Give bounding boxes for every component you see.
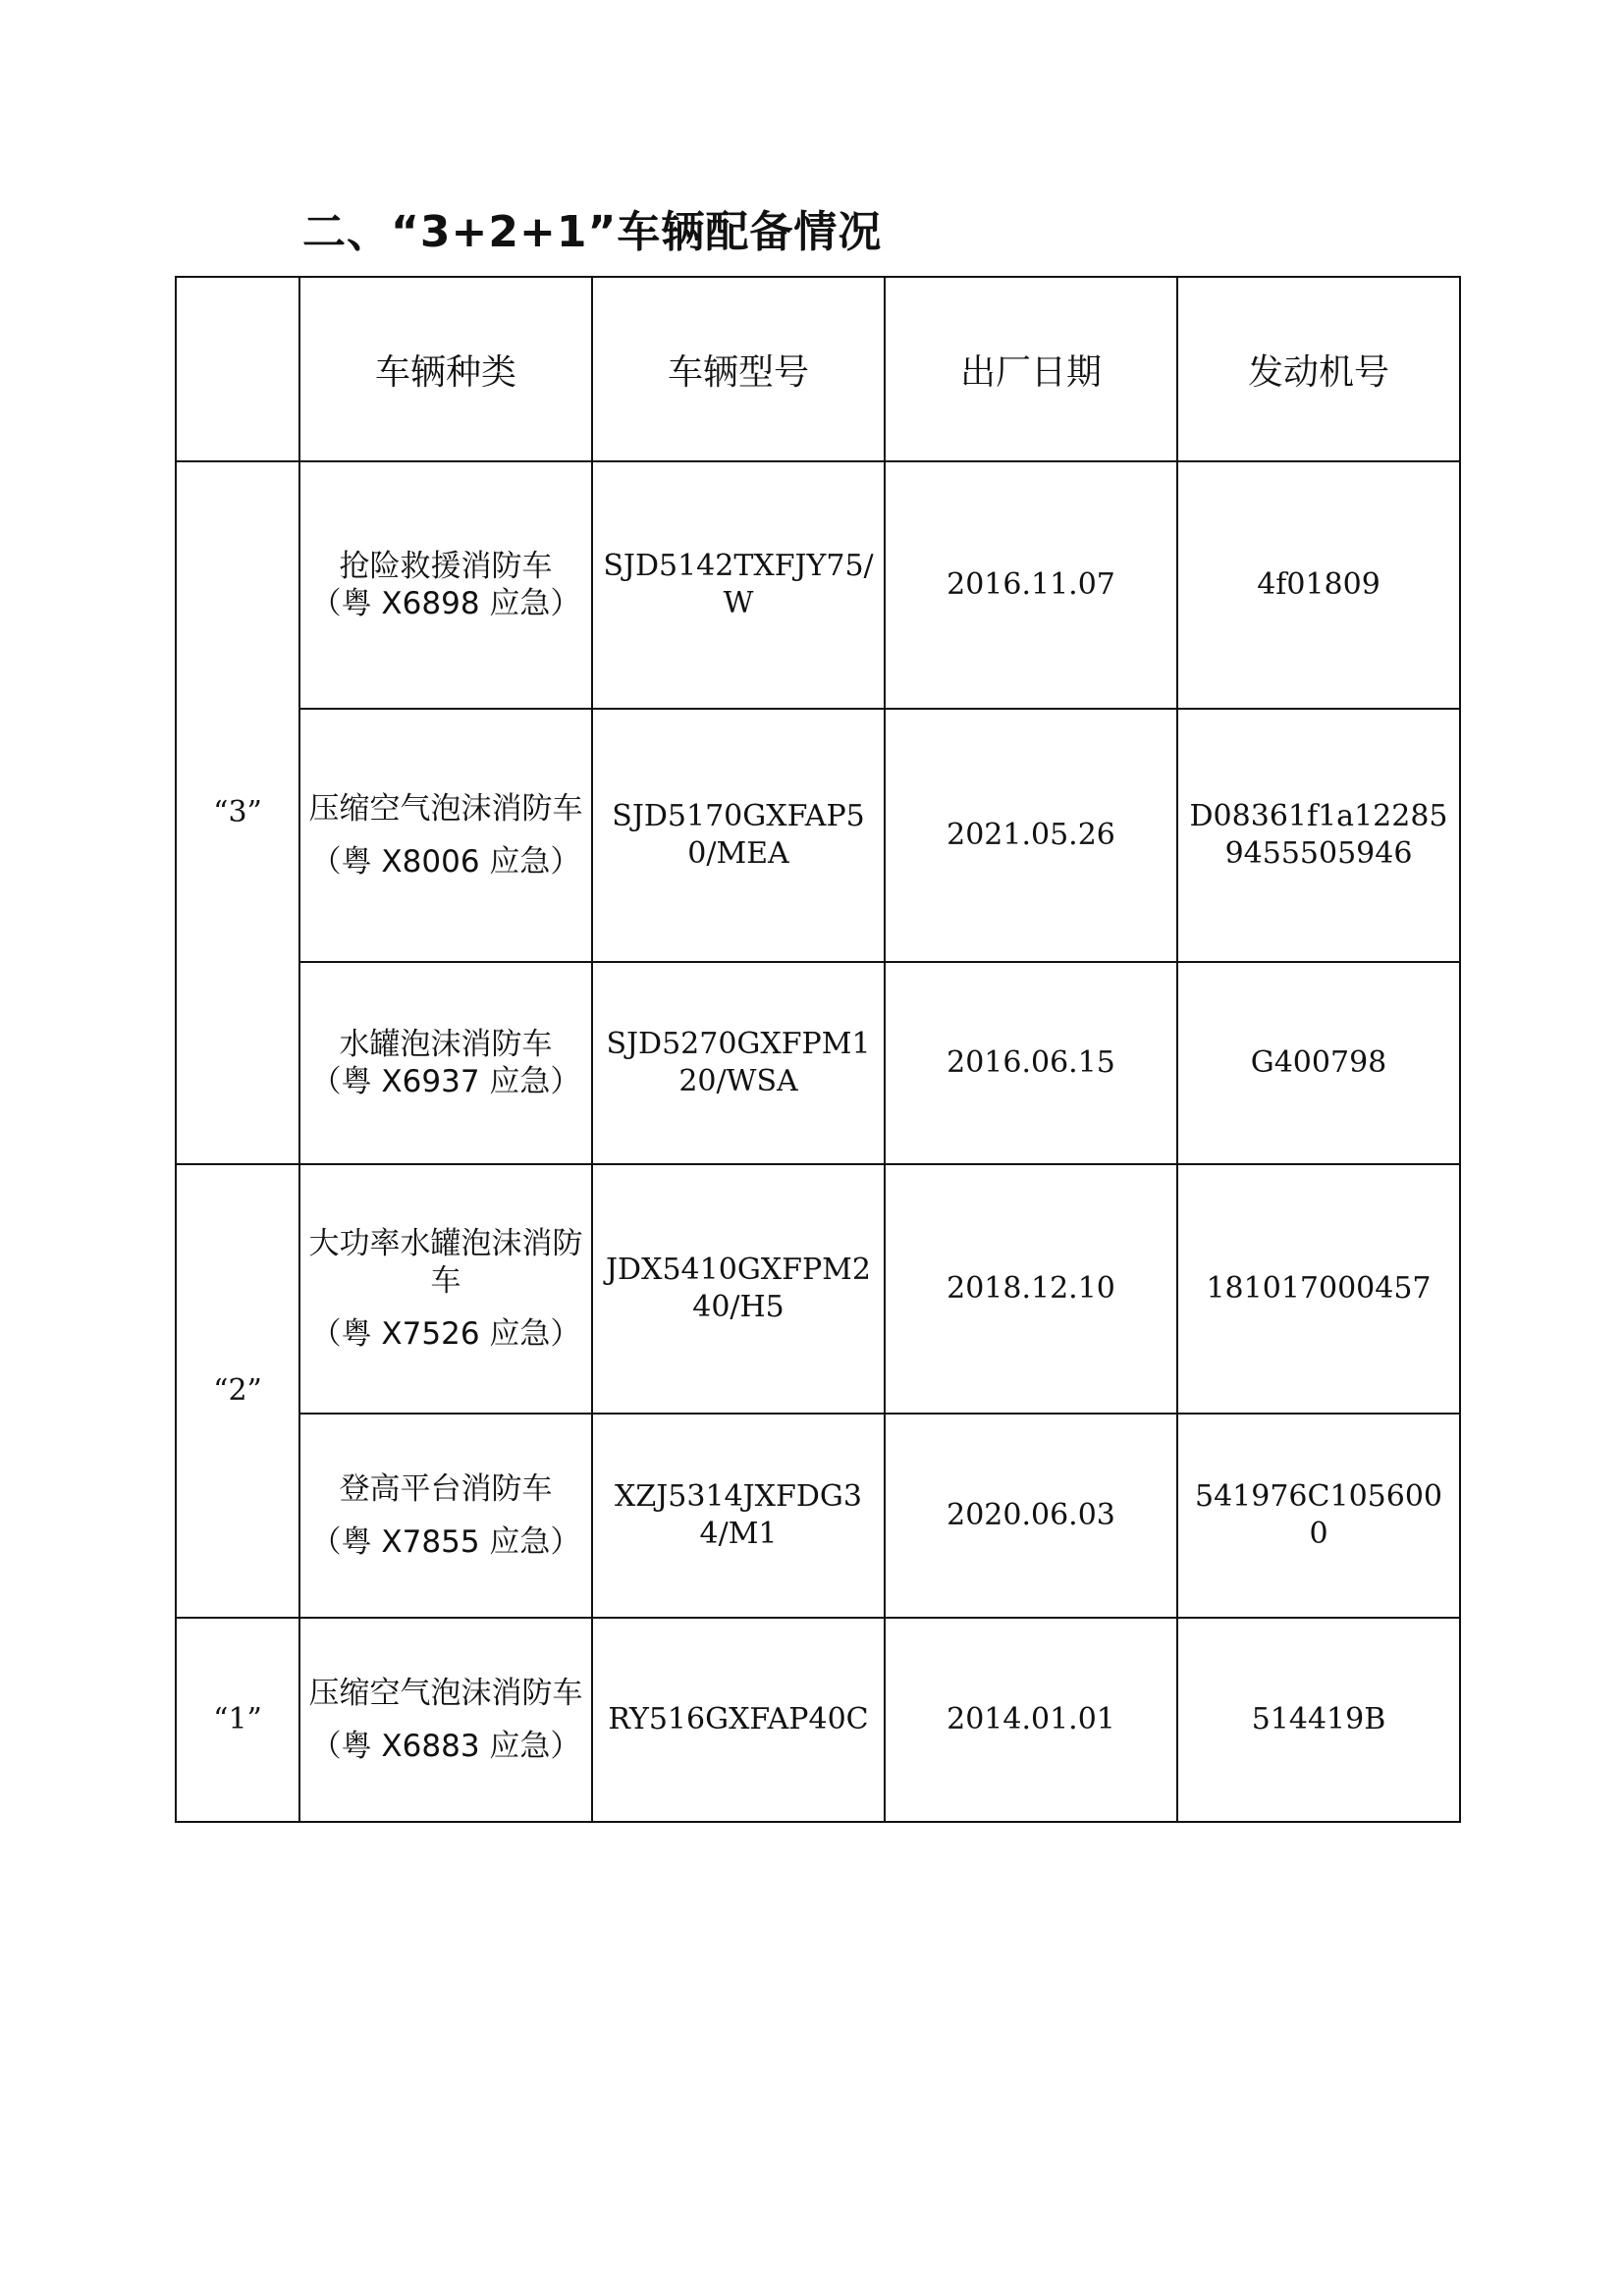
vehicle-type-cell <box>299 962 592 1164</box>
vehicle-type-name: 大功率水罐泡沫消防车 <box>308 1226 583 1299</box>
vehicle-table <box>175 276 1461 1823</box>
engine-number-cell: 514419B <box>1177 1618 1460 1822</box>
vehicle-model-cell: XZJ5314JXFDG34/M1 <box>592 1414 885 1618</box>
header-engine-number: 发动机号 <box>1177 277 1460 461</box>
factory-date-cell: 2020.06.03 <box>885 1414 1177 1618</box>
vehicle-model-cell: SJD5170GXFAP50/MEA <box>592 709 885 962</box>
engine-number-cell: 541976C1056000 <box>1177 1414 1460 1618</box>
vehicle-type-cell <box>299 1164 592 1414</box>
vehicle-plate: （粤 X6937 应急） <box>310 1064 581 1099</box>
vehicle-model-cell: SJD5142TXFJY75/W <box>592 461 885 709</box>
vehicle-plate: （粤 X6883 应急） <box>310 1729 581 1764</box>
vehicle-plate: （粤 X6898 应急） <box>310 586 581 621</box>
vehicle-type-name: 水罐泡沫消防车 <box>339 1027 553 1062</box>
engine-number-cell: G400798 <box>1177 962 1460 1164</box>
table-row <box>176 709 1460 962</box>
vehicle-plate: （粤 X7526 应急） <box>310 1316 581 1352</box>
page-title: 二、“3+2+1”车辆配备情况 <box>302 207 883 257</box>
table-header-row <box>176 277 1460 461</box>
vehicle-type-name: 压缩空气泡沫消防车 <box>308 791 583 827</box>
group-label: “1” <box>176 1618 299 1822</box>
engine-number-cell: 4f01809 <box>1177 461 1460 709</box>
vehicle-type-name: 压缩空气泡沫消防车 <box>308 1676 583 1711</box>
vehicle-type-cell <box>299 461 592 709</box>
table-row <box>176 1414 1460 1618</box>
header-factory-date: 出厂日期 <box>885 277 1177 461</box>
group-label: “2” <box>176 1164 299 1618</box>
table-row <box>176 461 1460 709</box>
vehicle-plate: （粤 X7855 应急） <box>310 1524 581 1560</box>
vehicle-model-cell: RY516GXFAP40C <box>592 1618 885 1822</box>
factory-date-cell: 2018.12.10 <box>885 1164 1177 1414</box>
vehicle-model-cell: JDX5410GXFPM240/H5 <box>592 1164 885 1414</box>
vehicle-model-cell: SJD5270GXFPM120/WSA <box>592 962 885 1164</box>
header-vehicle-type: 车辆种类 <box>299 277 592 461</box>
vehicle-plate: （粤 X8006 应急） <box>310 844 581 880</box>
table-row <box>176 1164 1460 1414</box>
factory-date-cell: 2014.01.01 <box>885 1618 1177 1822</box>
group-label: “3” <box>176 461 299 1164</box>
vehicle-type-name: 抢险救援消防车 <box>339 549 553 584</box>
vehicle-type-cell <box>299 1618 592 1822</box>
table-row <box>176 1618 1460 1822</box>
vehicle-type-cell <box>299 1414 592 1618</box>
header-vehicle-model: 车辆型号 <box>592 277 885 461</box>
factory-date-cell: 2016.06.15 <box>885 962 1177 1164</box>
engine-number-cell: 181017000457 <box>1177 1164 1460 1414</box>
header-group <box>176 277 299 461</box>
table-row <box>176 962 1460 1164</box>
factory-date-cell: 2016.11.07 <box>885 461 1177 709</box>
vehicle-type-cell <box>299 709 592 962</box>
factory-date-cell: 2021.05.26 <box>885 709 1177 962</box>
engine-number-cell: D08361f1a122859455505946 <box>1177 709 1460 962</box>
vehicle-type-name: 登高平台消防车 <box>339 1471 553 1507</box>
